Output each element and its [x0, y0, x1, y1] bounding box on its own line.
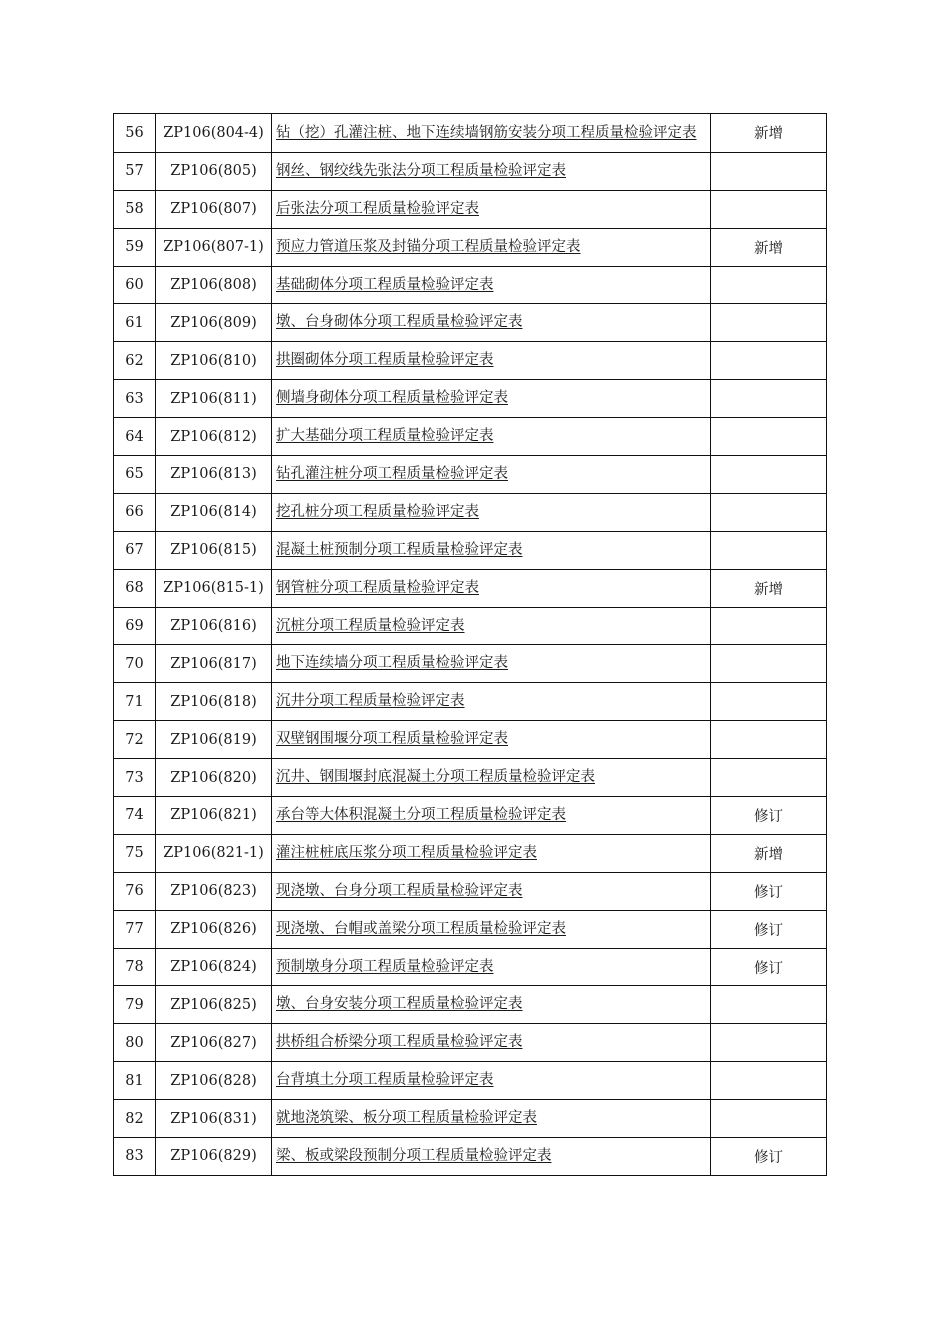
row-number: 70 [114, 645, 156, 683]
form-code: ZP106(827) [156, 1024, 272, 1062]
status-note [711, 683, 827, 721]
form-title-link[interactable]: 梁、板或梁段预制分项工程质量检验评定表 [276, 1147, 552, 1164]
status-note [711, 986, 827, 1024]
row-number: 73 [114, 759, 156, 797]
table-row [114, 342, 827, 380]
status-note: 新增 [711, 569, 827, 607]
row-number: 66 [114, 493, 156, 531]
form-title-cell [272, 1062, 711, 1100]
row-number: 71 [114, 683, 156, 721]
form-title-link[interactable]: 预应力管道压浆及封锚分项工程质量检验评定表 [276, 238, 581, 255]
row-number: 80 [114, 1024, 156, 1062]
form-title-link[interactable]: 钻孔灌注桩分项工程质量检验评定表 [276, 465, 508, 482]
row-number: 65 [114, 456, 156, 494]
table-row [114, 304, 827, 342]
form-code: ZP106(819) [156, 721, 272, 759]
table-row [114, 1100, 827, 1138]
status-note [711, 266, 827, 304]
form-title-link[interactable]: 挖孔桩分项工程质量检验评定表 [276, 503, 479, 520]
row-number: 75 [114, 834, 156, 872]
status-note [711, 190, 827, 228]
form-title-link[interactable]: 台背填土分项工程质量检验评定表 [276, 1072, 494, 1089]
form-title-cell [272, 380, 711, 418]
form-title-link[interactable]: 地下连续墙分项工程质量检验评定表 [276, 655, 508, 672]
form-title-cell [272, 910, 711, 948]
form-title-cell [272, 342, 711, 380]
form-title-cell [272, 1138, 711, 1176]
table-row [114, 380, 827, 418]
form-title-cell [272, 834, 711, 872]
row-number: 67 [114, 531, 156, 569]
form-title-link[interactable]: 侧墙身砌体分项工程质量检验评定表 [276, 390, 508, 407]
table-row [114, 721, 827, 759]
row-number: 76 [114, 872, 156, 910]
form-title-link[interactable]: 墩、台身安装分项工程质量检验评定表 [276, 996, 523, 1013]
form-code: ZP106(811) [156, 380, 272, 418]
form-title-link[interactable]: 灌注桩桩底压浆分项工程质量检验评定表 [276, 844, 537, 861]
form-title-cell [272, 683, 711, 721]
form-title-link[interactable]: 现浇墩、台帽或盖梁分项工程质量检验评定表 [276, 920, 566, 937]
status-note [711, 380, 827, 418]
form-code: ZP106(812) [156, 418, 272, 456]
status-note [711, 645, 827, 683]
status-note [711, 531, 827, 569]
status-note: 修订 [711, 1138, 827, 1176]
status-note: 新增 [711, 114, 827, 153]
form-title-cell [272, 872, 711, 910]
row-number: 74 [114, 797, 156, 835]
form-title-cell [272, 114, 711, 153]
form-code: ZP106(805) [156, 152, 272, 190]
form-code: ZP106(828) [156, 1062, 272, 1100]
form-title-cell [272, 645, 711, 683]
table-row [114, 1138, 827, 1176]
form-code: ZP106(821-1) [156, 834, 272, 872]
row-number: 79 [114, 986, 156, 1024]
form-title-cell [272, 986, 711, 1024]
table-row [114, 645, 827, 683]
table-row [114, 266, 827, 304]
status-note [711, 304, 827, 342]
table-row [114, 456, 827, 494]
form-title-link[interactable]: 钢管桩分项工程质量检验评定表 [276, 579, 479, 596]
table-body [114, 114, 827, 1176]
form-title-link[interactable]: 钻（挖）孔灌注桩、地下连续墙钢筋安装分项工程质量检验评定表 [276, 124, 697, 141]
row-number: 62 [114, 342, 156, 380]
status-note [711, 759, 827, 797]
form-code: ZP106(817) [156, 645, 272, 683]
status-note [711, 418, 827, 456]
row-number: 56 [114, 114, 156, 153]
form-title-cell [272, 1100, 711, 1138]
form-code: ZP106(815) [156, 531, 272, 569]
table-row [114, 910, 827, 948]
form-title-link[interactable]: 后张法分项工程质量检验评定表 [276, 200, 479, 217]
table-row [114, 797, 827, 835]
form-title-cell [272, 266, 711, 304]
form-code: ZP106(831) [156, 1100, 272, 1138]
row-number: 81 [114, 1062, 156, 1100]
form-code: ZP106(821) [156, 797, 272, 835]
table-row [114, 759, 827, 797]
form-title-link[interactable]: 沉井、钢围堰封底混凝土分项工程质量检验评定表 [276, 769, 595, 786]
form-title-link[interactable]: 拱桥组合桥梁分项工程质量检验评定表 [276, 1034, 523, 1051]
table-row [114, 986, 827, 1024]
row-number: 60 [114, 266, 156, 304]
status-note [711, 152, 827, 190]
form-title-cell [272, 190, 711, 228]
form-title-cell [272, 456, 711, 494]
row-number: 77 [114, 910, 156, 948]
table-row [114, 872, 827, 910]
form-code: ZP106(823) [156, 872, 272, 910]
form-title-link[interactable]: 承台等大体积混凝土分项工程质量检验评定表 [276, 806, 566, 823]
status-note: 修订 [711, 910, 827, 948]
form-code: ZP106(818) [156, 683, 272, 721]
table-row [114, 569, 827, 607]
form-title-link[interactable]: 墩、台身砌体分项工程质量检验评定表 [276, 314, 523, 331]
status-note [711, 342, 827, 380]
form-title-cell [272, 607, 711, 645]
status-note [711, 456, 827, 494]
form-title-cell [272, 759, 711, 797]
form-code: ZP106(810) [156, 342, 272, 380]
form-index-table [113, 113, 827, 1176]
form-title-link[interactable]: 混凝土桩预制分项工程质量检验评定表 [276, 541, 523, 558]
form-title-cell [272, 418, 711, 456]
status-note: 修订 [711, 797, 827, 835]
row-number: 82 [114, 1100, 156, 1138]
form-code: ZP106(814) [156, 493, 272, 531]
form-title-link[interactable]: 就地浇筑梁、板分项工程质量检验评定表 [276, 1110, 537, 1127]
row-number: 58 [114, 190, 156, 228]
table-row [114, 493, 827, 531]
form-title-link[interactable]: 沉井分项工程质量检验评定表 [276, 693, 465, 710]
row-number: 59 [114, 228, 156, 266]
status-note [711, 1024, 827, 1062]
table-row [114, 1062, 827, 1100]
row-number: 61 [114, 304, 156, 342]
table-row [114, 948, 827, 986]
form-title-cell [272, 304, 711, 342]
form-title-link[interactable]: 钢丝、钢绞线先张法分项工程质量检验评定表 [276, 162, 566, 179]
table-row [114, 683, 827, 721]
status-note [711, 493, 827, 531]
form-title-link[interactable]: 双壁钢围堰分项工程质量检验评定表 [276, 731, 508, 748]
form-code: ZP106(816) [156, 607, 272, 645]
form-title-link[interactable]: 预制墩身分项工程质量检验评定表 [276, 958, 494, 975]
form-title-cell [272, 569, 711, 607]
form-code: ZP106(815-1) [156, 569, 272, 607]
status-note: 新增 [711, 228, 827, 266]
form-code: ZP106(826) [156, 910, 272, 948]
form-title-cell [272, 531, 711, 569]
row-number: 69 [114, 607, 156, 645]
form-code: ZP106(829) [156, 1138, 272, 1176]
form-title-link[interactable]: 现浇墩、台身分项工程质量检验评定表 [276, 882, 523, 899]
form-code: ZP106(804-4) [156, 114, 272, 153]
row-number: 83 [114, 1138, 156, 1176]
row-number: 63 [114, 380, 156, 418]
status-note: 修订 [711, 872, 827, 910]
form-title-cell [272, 152, 711, 190]
form-title-cell [272, 948, 711, 986]
status-note: 修订 [711, 948, 827, 986]
form-title-cell [272, 721, 711, 759]
row-number: 64 [114, 418, 156, 456]
table-row [114, 834, 827, 872]
status-note [711, 1062, 827, 1100]
form-title-link[interactable]: 扩大基础分项工程质量检验评定表 [276, 428, 494, 445]
form-title-cell [272, 1024, 711, 1062]
form-title-cell [272, 228, 711, 266]
table-row [114, 1024, 827, 1062]
table-row [114, 228, 827, 266]
status-note [711, 607, 827, 645]
form-title-link[interactable]: 基础砌体分项工程质量检验评定表 [276, 276, 494, 293]
status-note [711, 1100, 827, 1138]
status-note: 新增 [711, 834, 827, 872]
form-code: ZP106(820) [156, 759, 272, 797]
table-row [114, 114, 827, 153]
form-code: ZP106(809) [156, 304, 272, 342]
form-title-link[interactable]: 拱圈砌体分项工程质量检验评定表 [276, 352, 494, 369]
table-row [114, 418, 827, 456]
form-code: ZP106(813) [156, 456, 272, 494]
table-row [114, 152, 827, 190]
form-code: ZP106(824) [156, 948, 272, 986]
status-note [711, 721, 827, 759]
form-code: ZP106(807) [156, 190, 272, 228]
table-row [114, 607, 827, 645]
form-title-cell [272, 797, 711, 835]
row-number: 57 [114, 152, 156, 190]
table-row [114, 531, 827, 569]
table-row [114, 190, 827, 228]
form-index-table-container [113, 113, 826, 1176]
form-code: ZP106(807-1) [156, 228, 272, 266]
form-code: ZP106(825) [156, 986, 272, 1024]
row-number: 78 [114, 948, 156, 986]
row-number: 72 [114, 721, 156, 759]
form-code: ZP106(808) [156, 266, 272, 304]
form-title-cell [272, 493, 711, 531]
row-number: 68 [114, 569, 156, 607]
form-title-link[interactable]: 沉桩分项工程质量检验评定表 [276, 617, 465, 634]
